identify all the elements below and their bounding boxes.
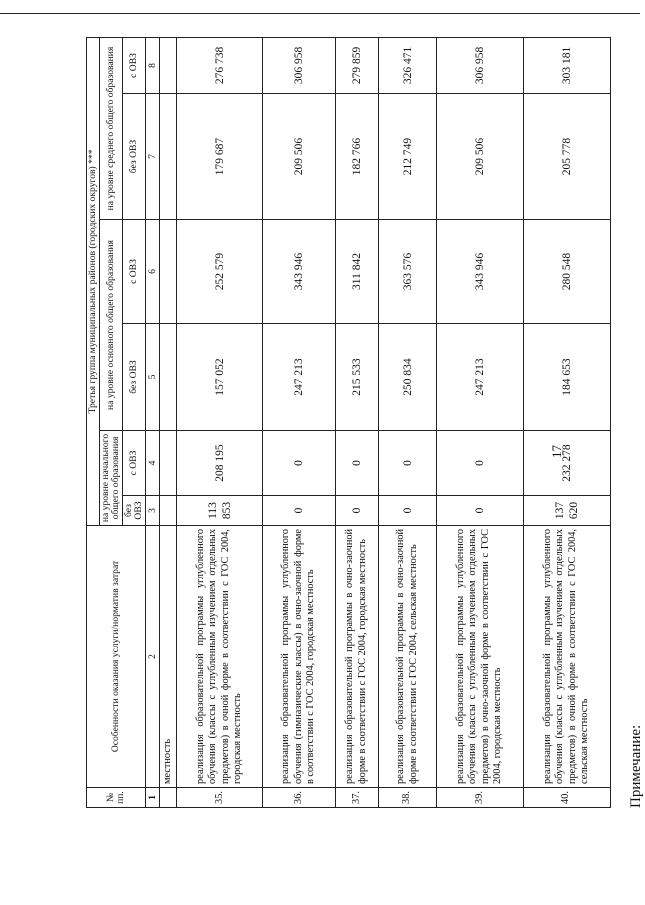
column-index: 5 [146,324,160,431]
value-primary-with-ovz: 232 278 [523,431,610,496]
header-features: Особенности оказания услуги/норматив затрат [87,526,146,788]
row-number: 37. [335,788,379,808]
value-secondary-without-ovz: 209 506 [263,94,335,220]
value-primary-without-ovz: 0 [335,496,379,526]
row-description: реализация образовательной программы углубленного обучения (классы с углубленным изучением отдельных предметов) в очно-заочной форме в соответствии с ГОС 2004, городская местность [437,526,523,788]
value-primary-with-ovz: 0 [263,431,335,496]
value-primary-without-ovz: 137 620 [523,496,610,526]
cost-norms-table [86,37,611,808]
column-index: 6 [146,220,160,324]
value-secondary-with-ovz: 326 471 [379,37,437,93]
value-secondary-without-ovz: 212 749 [379,94,437,220]
row-number: 39. [437,788,523,808]
top-rule [0,13,640,14]
header-with-ovz: с ОВЗ [123,220,146,324]
column-index: 8 [146,37,160,93]
header-with-ovz: с ОВЗ [123,431,146,496]
value-secondary-with-ovz: 279 859 [335,37,379,93]
table-row [335,37,379,807]
rotated-page-content [86,38,644,808]
row-number: 40. [523,788,610,808]
header-row-1 [87,37,100,807]
table-row [379,37,437,807]
page-number: 17 [549,445,564,458]
row-number: 38. [379,788,437,808]
column-index-row [146,37,160,807]
row-description: реализация образовательной программы углубленного обучения (классы с углубленным изучением отдельных предметов) в очной форме в соответствии с ГОС 2004, сельская местность [523,526,610,788]
value-basic-with-ovz: 343 946 [437,220,523,324]
value-basic-without-ovz: 247 213 [263,324,335,431]
row-description: реализация образовательной программы в очно-заочной форме в соответствии с ГОС 2004, городская местность [335,526,379,788]
table-row [263,37,335,807]
header-without-ovz: без ОВЗ [123,94,146,220]
value-secondary-without-ovz: 205 778 [523,94,610,220]
value-secondary-with-ovz: 306 958 [263,37,335,93]
continuation-text: местность [160,526,177,788]
row-number: 36. [263,788,335,808]
column-index: 3 [146,496,160,526]
header-group-title: Третья группа муниципальных районов (городских округов) *** [87,37,100,525]
header-level-basic: на уровне основного общего образования [100,220,123,431]
note-label: Примечание: [628,724,644,808]
value-basic-without-ovz: 215 533 [335,324,379,431]
value-primary-with-ovz: 0 [379,431,437,496]
column-index: 1 [146,788,160,808]
value-basic-with-ovz: 343 946 [263,220,335,324]
header-level-primary: на уровне начального общего образования [100,431,123,526]
value-primary-without-ovz: 0 [379,496,437,526]
table-row [177,37,263,807]
value-primary-with-ovz: 0 [335,431,379,496]
row-description: реализация образовательной программы углубленного обучения (гимназические классы) в очно-заочной форме в соответствии с ГОС 2004, городская местность [263,526,335,788]
value-basic-without-ovz: 250 834 [379,324,437,431]
header-level-secondary: на уровне среднего общего образования [100,37,123,219]
value-basic-without-ovz: 247 213 [437,324,523,431]
value-secondary-with-ovz: 276 738 [177,37,263,93]
header-without-ovz: без ОВЗ [123,324,146,431]
table-row [523,37,610,807]
value-basic-without-ovz: 157 052 [177,324,263,431]
value-primary-without-ovz: 0 [263,496,335,526]
value-primary-with-ovz: 208 195 [177,431,263,496]
value-basic-with-ovz: 280 548 [523,220,610,324]
header-without-ovz: без ОВЗ [123,496,146,526]
value-primary-without-ovz: 113 853 [177,496,263,526]
value-secondary-with-ovz: 303 181 [523,37,610,93]
row-description: реализация образовательной программы углубленного обучения (классы с углубленным изучением отдельных предметов) в очной форме в соответствии с ГОС 2004, городская местность [177,526,263,788]
value-secondary-with-ovz: 306 958 [437,37,523,93]
value-basic-with-ovz: 252 579 [177,220,263,324]
header-with-ovz: с ОВЗ [123,37,146,93]
value-basic-with-ovz: 363 576 [379,220,437,324]
row-description: реализация образовательной программы в очно-заочной форме в соответствии с ГОС 2004, сельская местность [379,526,437,788]
value-basic-with-ovz: 311 842 [335,220,379,324]
value-basic-without-ovz: 184 653 [523,324,610,431]
row-number: 35. [177,788,263,808]
value-secondary-without-ovz: 209 506 [437,94,523,220]
table-row [437,37,523,807]
continuation-row [160,37,177,807]
value-primary-with-ovz: 0 [437,431,523,496]
value-secondary-without-ovz: 179 687 [177,94,263,220]
column-index: 7 [146,94,160,220]
value-secondary-without-ovz: 182 766 [335,94,379,220]
column-index: 4 [146,431,160,496]
column-index: 2 [146,526,160,788]
header-number: № пп. [87,788,146,808]
value-primary-without-ovz: 0 [437,496,523,526]
